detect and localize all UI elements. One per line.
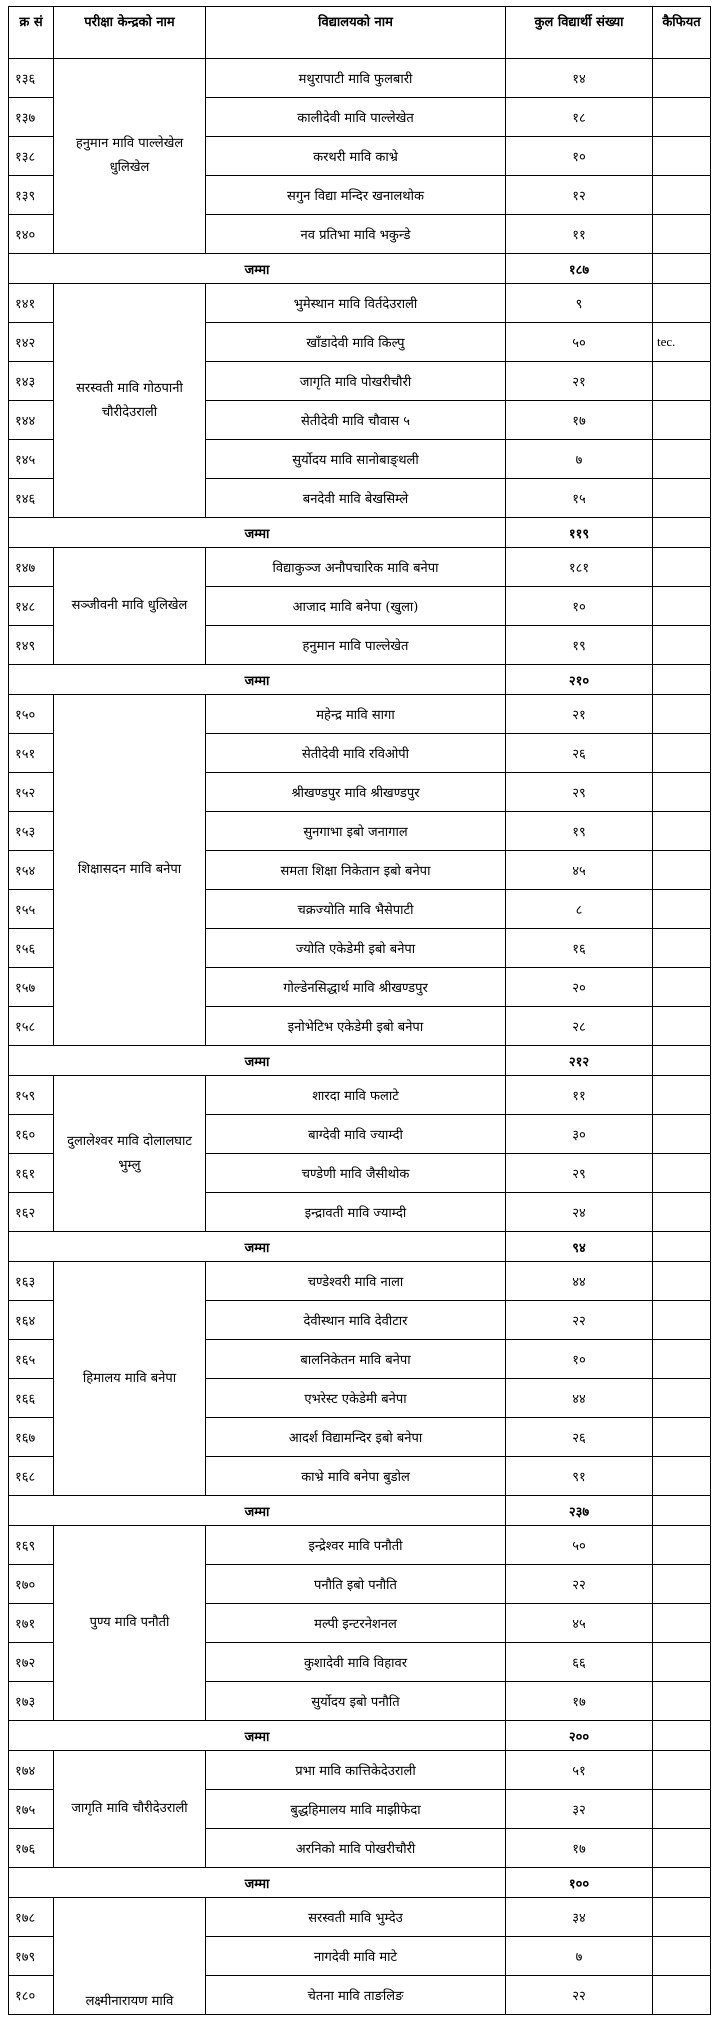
- remarks-cell: [653, 1193, 711, 1232]
- school-name-cell: सेतीदेवी मावि रविओपी: [206, 734, 506, 773]
- serial-number-cell: १६१: [9, 1154, 54, 1193]
- serial-number-cell: १४५: [9, 440, 54, 479]
- student-count-cell: १५: [506, 479, 653, 518]
- remarks-cell: [653, 1007, 711, 1046]
- student-count-cell: २२: [506, 1976, 653, 2015]
- student-count-cell: २९: [506, 773, 653, 812]
- remarks-cell: [653, 968, 711, 1007]
- student-count-cell: ३०: [506, 1115, 653, 1154]
- school-name-cell: नागदेवी मावि माटे: [206, 1937, 506, 1976]
- serial-number-cell: १४१: [9, 284, 54, 323]
- serial-number-cell: १६७: [9, 1418, 54, 1457]
- total-remarks-cell: [653, 518, 711, 548]
- remarks-cell: [653, 890, 711, 929]
- group-total-row: [9, 254, 711, 284]
- remarks-cell: [653, 1976, 711, 2015]
- student-count-cell: २१: [506, 695, 653, 734]
- remarks-cell: [653, 137, 711, 176]
- student-count-cell: १९: [506, 812, 653, 851]
- serial-number-cell: १५७: [9, 968, 54, 1007]
- remarks-cell: [653, 1565, 711, 1604]
- serial-number-cell: १३७: [9, 98, 54, 137]
- school-name-cell: मथुरापाटी मावि फुलबारी: [206, 59, 506, 98]
- group-total-row: [9, 1232, 711, 1262]
- serial-number-cell: १५४: [9, 851, 54, 890]
- serial-number-cell: १७०: [9, 1565, 54, 1604]
- student-count-cell: २६: [506, 734, 653, 773]
- exam-center-cell: दुलालेश्वर मावि दोलालघाट भुम्लु: [54, 1076, 206, 1232]
- total-label-cell: जम्मा: [9, 1496, 506, 1526]
- student-count-cell: १७: [506, 401, 653, 440]
- student-count-cell: ५१: [506, 1751, 653, 1790]
- total-label-cell: जम्मा: [9, 254, 506, 284]
- exam-center-cell: पुण्य मावि पनौती: [54, 1526, 206, 1721]
- remarks-cell: [653, 176, 711, 215]
- serial-number-cell: १७८: [9, 1898, 54, 1937]
- remarks-cell: [653, 1379, 711, 1418]
- school-name-cell: चण्डेणी मावि जैसीथोक: [206, 1154, 506, 1193]
- remarks-cell: [653, 851, 711, 890]
- school-name-cell: चेतना मावि ताङलिङ: [206, 1976, 506, 2015]
- school-name-cell: हनुमान मावि पाल्लेखेत: [206, 626, 506, 665]
- remarks-cell: [653, 98, 711, 137]
- remarks-cell: [653, 1115, 711, 1154]
- student-count-cell: ११: [506, 1076, 653, 1115]
- remarks-cell: [653, 812, 711, 851]
- serial-number-cell: १३६: [9, 59, 54, 98]
- remarks-cell: [653, 587, 711, 626]
- remarks-cell: [653, 1751, 711, 1790]
- student-count-cell: ४४: [506, 1379, 653, 1418]
- student-count-cell: ११: [506, 215, 653, 254]
- serial-number-cell: १७३: [9, 1682, 54, 1721]
- school-name-cell: देवीस्थान मावि देवीटार: [206, 1301, 506, 1340]
- serial-number-cell: १४०: [9, 215, 54, 254]
- remarks-cell: [653, 1643, 711, 1682]
- serial-number-cell: १६८: [9, 1457, 54, 1496]
- school-name-cell: खाँडादेवी मावि किल्पु: [206, 323, 506, 362]
- remarks-cell: [653, 1790, 711, 1829]
- serial-number-cell: १५१: [9, 734, 54, 773]
- total-remarks-cell: [653, 665, 711, 695]
- school-name-cell: इन्द्रावती मावि ज्याम्दी: [206, 1193, 506, 1232]
- exam-center-cell: हिमालय मावि बनेपा: [54, 1262, 206, 1496]
- school-name-cell: सरस्वती मावि भुम्देउ: [206, 1898, 506, 1937]
- total-remarks-cell: [653, 254, 711, 284]
- total-label-cell: जम्मा: [9, 518, 506, 548]
- total-remarks-cell: [653, 1496, 711, 1526]
- serial-number-cell: १५९: [9, 1076, 54, 1115]
- serial-number-cell: १५२: [9, 773, 54, 812]
- group-total-row: [9, 1721, 711, 1751]
- total-label-cell: जम्मा: [9, 665, 506, 695]
- table-row: [9, 1076, 711, 1115]
- serial-number-cell: १४४: [9, 401, 54, 440]
- school-name-cell: महेन्द्र मावि सागा: [206, 695, 506, 734]
- school-name-cell: सेतीदेवी मावि चौवास ५: [206, 401, 506, 440]
- student-count-cell: ५०: [506, 1526, 653, 1565]
- student-count-cell: २२: [506, 1565, 653, 1604]
- serial-number-cell: १६०: [9, 1115, 54, 1154]
- remarks-cell: [653, 479, 711, 518]
- serial-number-cell: १३९: [9, 176, 54, 215]
- student-count-cell: ३४: [506, 1898, 653, 1937]
- school-name-cell: नव प्रतिभा मावि भकुन्डे: [206, 215, 506, 254]
- remarks-cell: [653, 284, 711, 323]
- header-remarks: कैफियत: [653, 7, 711, 59]
- exam-center-cell: सञ्जीवनी मावि धुलिखेल: [54, 548, 206, 665]
- student-count-cell: २१: [506, 362, 653, 401]
- school-name-cell: श्रीखण्डपुर मावि श्रीखण्डपुर: [206, 773, 506, 812]
- school-name-cell: सुर्योदय मावि सानोबाङ्थली: [206, 440, 506, 479]
- serial-number-cell: १५८: [9, 1007, 54, 1046]
- serial-number-cell: १७१: [9, 1604, 54, 1643]
- school-name-cell: प्रभा मावि कात्तिकेदेउराली: [206, 1751, 506, 1790]
- total-value-cell: २१०: [506, 665, 653, 695]
- table-row: [9, 695, 711, 734]
- remarks-cell: [653, 734, 711, 773]
- remarks-cell: [653, 1898, 711, 1937]
- exam-center-cell: हनुमान मावि पाल्लेखेल धुलिखेल: [54, 59, 206, 254]
- table-row: [9, 1898, 711, 1937]
- student-count-cell: १७: [506, 1829, 653, 1868]
- student-count-cell: ९: [506, 284, 653, 323]
- student-count-cell: २०: [506, 968, 653, 1007]
- remarks-cell: [653, 1682, 711, 1721]
- student-count-cell: २८: [506, 1007, 653, 1046]
- remarks-cell: [653, 59, 711, 98]
- remarks-cell: tec.: [653, 323, 711, 362]
- student-count-cell: १८१: [506, 548, 653, 587]
- student-count-cell: ३२: [506, 1790, 653, 1829]
- school-name-cell: कुशादेवी मावि विहावर: [206, 1643, 506, 1682]
- school-name-cell: इनोभेटिभ एकेडेमी इबो बनेपा: [206, 1007, 506, 1046]
- table-row: [9, 548, 711, 587]
- total-label-cell: जम्मा: [9, 1868, 506, 1898]
- school-name-cell: समता शिक्षा निकेतान इबो बनेपा: [206, 851, 506, 890]
- student-count-cell: १७: [506, 1682, 653, 1721]
- student-count-cell: २६: [506, 1418, 653, 1457]
- school-name-cell: ज्योति एकेडेमी इबो बनेपा: [206, 929, 506, 968]
- remarks-cell: [653, 929, 711, 968]
- serial-number-cell: १६४: [9, 1301, 54, 1340]
- total-value-cell: २३७: [506, 1496, 653, 1526]
- remarks-cell: [653, 440, 711, 479]
- exam-center-cell: सरस्वती मावि गोठपानी चौरीदेउराली: [54, 284, 206, 518]
- serial-number-cell: १७५: [9, 1790, 54, 1829]
- school-name-cell: आदर्श विद्यामन्दिर इबो बनेपा: [206, 1418, 506, 1457]
- school-name-cell: बनदेवी मावि बेखसिम्ले: [206, 479, 506, 518]
- header-exam-center: परीक्षा केन्द्रको नाम: [54, 7, 206, 59]
- student-count-cell: ६६: [506, 1643, 653, 1682]
- school-name-cell: मल्पी इन्टरनेशनल: [206, 1604, 506, 1643]
- school-name-cell: अरनिको मावि पोखरीचौरी: [206, 1829, 506, 1868]
- total-label-cell: जम्मा: [9, 1721, 506, 1751]
- total-label-cell: जम्मा: [9, 1046, 506, 1076]
- remarks-cell: [653, 1526, 711, 1565]
- total-remarks-cell: [653, 1046, 711, 1076]
- school-name-cell: चण्डेश्वरी मावि नाला: [206, 1262, 506, 1301]
- remarks-cell: [653, 1457, 711, 1496]
- school-name-cell: आजाद मावि बनेपा (खुला): [206, 587, 506, 626]
- header-total-students: कुल विद्यार्थी संख्या: [506, 7, 653, 59]
- total-value-cell: ९४: [506, 1232, 653, 1262]
- group-total-row: [9, 1046, 711, 1076]
- serial-number-cell: १६६: [9, 1379, 54, 1418]
- serial-number-cell: १४७: [9, 548, 54, 587]
- school-name-cell: चक्रज्योति मावि भैसेपाटी: [206, 890, 506, 929]
- student-count-cell: ७: [506, 1937, 653, 1976]
- student-count-cell: १०: [506, 587, 653, 626]
- total-label-cell: जम्मा: [9, 1232, 506, 1262]
- remarks-cell: [653, 1076, 711, 1115]
- school-name-cell: गोल्डेनसिद्धार्थ मावि श्रीखण्डपुर: [206, 968, 506, 1007]
- remarks-cell: [653, 626, 711, 665]
- student-count-cell: १२: [506, 176, 653, 215]
- table-row: [9, 1262, 711, 1301]
- remarks-cell: [653, 1829, 711, 1868]
- serial-number-cell: १८०: [9, 1976, 54, 2015]
- school-name-cell: काभ्रे मावि बनेपा बुडोल: [206, 1457, 506, 1496]
- header-serial-number: क्र सं: [9, 7, 54, 59]
- remarks-cell: [653, 548, 711, 587]
- remarks-cell: [653, 215, 711, 254]
- school-name-cell: पनौति इबो पनौति: [206, 1565, 506, 1604]
- serial-number-cell: १६२: [9, 1193, 54, 1232]
- student-count-cell: १०: [506, 137, 653, 176]
- school-name-cell: विद्याकुञ्ज अनौपचारिक मावि बनेपा: [206, 548, 506, 587]
- remarks-cell: [653, 1937, 711, 1976]
- serial-number-cell: १६३: [9, 1262, 54, 1301]
- serial-number-cell: १७२: [9, 1643, 54, 1682]
- header-school-name: विद्यालयको नाम: [206, 7, 506, 59]
- serial-number-cell: १७६: [9, 1829, 54, 1868]
- remarks-cell: [653, 1301, 711, 1340]
- remarks-cell: [653, 1340, 711, 1379]
- group-total-row: [9, 1868, 711, 1898]
- student-count-cell: २४: [506, 1193, 653, 1232]
- table-header: [9, 7, 711, 59]
- remarks-cell: [653, 401, 711, 440]
- serial-number-cell: १४३: [9, 362, 54, 401]
- table-row: [9, 59, 711, 98]
- serial-number-cell: १४६: [9, 479, 54, 518]
- table-row: [9, 1526, 711, 1565]
- school-name-cell: इन्द्रेश्वर मावि पनौती: [206, 1526, 506, 1565]
- serial-number-cell: १५५: [9, 890, 54, 929]
- total-value-cell: १००: [506, 1868, 653, 1898]
- header-row: [9, 7, 711, 59]
- remarks-cell: [653, 773, 711, 812]
- student-count-cell: ४४: [506, 1262, 653, 1301]
- serial-number-cell: १३८: [9, 137, 54, 176]
- group-total-row: [9, 518, 711, 548]
- student-count-cell: ४५: [506, 1604, 653, 1643]
- remarks-cell: [653, 1418, 711, 1457]
- school-name-cell: करथरी मावि काभ्रे: [206, 137, 506, 176]
- remarks-cell: [653, 1604, 711, 1643]
- serial-number-cell: १४९: [9, 626, 54, 665]
- serial-number-cell: १६९: [9, 1526, 54, 1565]
- total-value-cell: १८७: [506, 254, 653, 284]
- remarks-cell: [653, 362, 711, 401]
- total-value-cell: २१२: [506, 1046, 653, 1076]
- student-count-cell: ७: [506, 440, 653, 479]
- group-total-row: [9, 665, 711, 695]
- school-name-cell: सुर्योदय इबो पनौति: [206, 1682, 506, 1721]
- table-row: [9, 1751, 711, 1790]
- serial-number-cell: १४८: [9, 587, 54, 626]
- student-count-cell: ५०: [506, 323, 653, 362]
- total-remarks-cell: [653, 1721, 711, 1751]
- serial-number-cell: १७९: [9, 1937, 54, 1976]
- student-count-cell: १९: [506, 626, 653, 665]
- school-name-cell: बाग्देवी मावि ज्याम्दी: [206, 1115, 506, 1154]
- school-name-cell: सुनगाभा इबो जनागाल: [206, 812, 506, 851]
- table-body: [9, 59, 711, 2015]
- serial-number-cell: १५३: [9, 812, 54, 851]
- serial-number-cell: १७४: [9, 1751, 54, 1790]
- school-name-cell: सगुन विद्या मन्दिर खनालथोक: [206, 176, 506, 215]
- school-name-cell: एभरेस्ट एकेडेमी बनेपा: [206, 1379, 506, 1418]
- school-name-cell: बालनिकेतन मावि बनेपा: [206, 1340, 506, 1379]
- exam-center-table: [8, 6, 711, 2015]
- remarks-cell: [653, 1154, 711, 1193]
- total-remarks-cell: [653, 1232, 711, 1262]
- student-count-cell: १४: [506, 59, 653, 98]
- student-count-cell: १८: [506, 98, 653, 137]
- student-count-cell: १६: [506, 929, 653, 968]
- group-total-row: [9, 1496, 711, 1526]
- exam-center-cell: जागृति मावि चौरीदेउराली: [54, 1751, 206, 1868]
- student-count-cell: ८: [506, 890, 653, 929]
- total-value-cell: ११९: [506, 518, 653, 548]
- student-count-cell: २२: [506, 1301, 653, 1340]
- serial-number-cell: १४२: [9, 323, 54, 362]
- total-remarks-cell: [653, 1868, 711, 1898]
- serial-number-cell: १६५: [9, 1340, 54, 1379]
- total-value-cell: २००: [506, 1721, 653, 1751]
- serial-number-cell: १५०: [9, 695, 54, 734]
- school-name-cell: शारदा मावि फलाटे: [206, 1076, 506, 1115]
- student-count-cell: ४५: [506, 851, 653, 890]
- remarks-cell: [653, 695, 711, 734]
- table-row: [9, 284, 711, 323]
- school-name-cell: भुमेस्थान मावि विर्तदेउराली: [206, 284, 506, 323]
- exam-center-cell: शिक्षासदन मावि बनेपा: [54, 695, 206, 1046]
- student-count-cell: १०: [506, 1340, 653, 1379]
- serial-number-cell: १५६: [9, 929, 54, 968]
- school-name-cell: कालीदेवी मावि पाल्लेखेत: [206, 98, 506, 137]
- student-count-cell: ९१: [506, 1457, 653, 1496]
- remarks-cell: [653, 1262, 711, 1301]
- school-name-cell: जागृति मावि पोखरीचौरी: [206, 362, 506, 401]
- student-count-cell: २९: [506, 1154, 653, 1193]
- school-name-cell: बुद्धहिमालय मावि माझीफेदा: [206, 1790, 506, 1829]
- exam-center-cell: लक्ष्मीनारायण मावि: [54, 1898, 206, 2015]
